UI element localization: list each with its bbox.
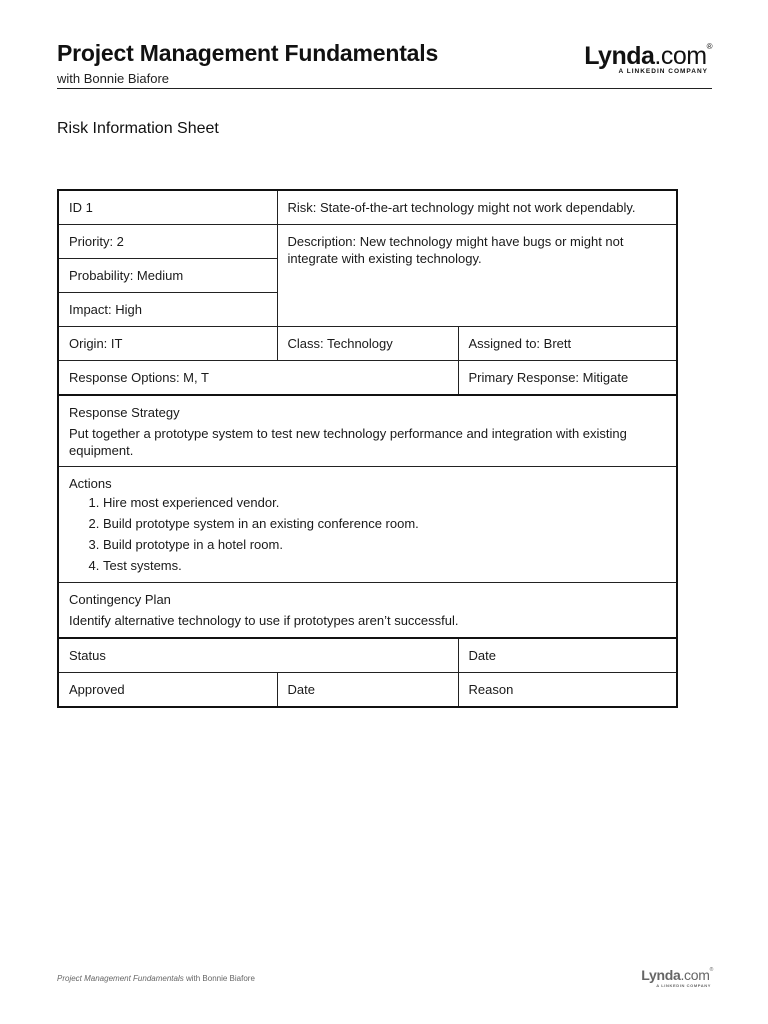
table-row	[58, 638, 677, 673]
primary-response-cell: Primary Response: Mitigate	[458, 361, 677, 396]
table-row	[58, 395, 677, 467]
footer-logo-word: Lynda	[641, 967, 681, 983]
footer-course-title: Project Management Fundamentals	[57, 974, 184, 983]
logo-word: Lynda	[584, 42, 655, 70]
sheet-title: Risk Information Sheet	[57, 120, 219, 137]
class-cell: Class: Technology	[277, 327, 458, 361]
origin-cell: Origin: IT	[58, 327, 277, 361]
risk-statement-cell: Risk: State-of-the-art technology might not work dependably.	[277, 190, 677, 225]
page-footer	[57, 974, 255, 983]
status-cell: Status	[58, 638, 458, 673]
response-strategy-text: Put together a prototype system to test new technology performance and integration with existing equipment.	[69, 426, 627, 458]
response-strategy-label: Response Strategy	[69, 405, 180, 420]
footer-logo-dotcom: .com	[680, 967, 710, 983]
course-subtitle: with Bonnie Biafore	[57, 71, 170, 86]
list-item: 4. Test systems.	[103, 557, 666, 574]
reason-cell: Reason	[458, 673, 677, 708]
footer-logo-wordmark	[641, 967, 713, 983]
approved-cell: Approved	[58, 673, 277, 708]
assigned-to-cell: Assigned to: Brett	[458, 327, 677, 361]
list-item: 2. Build prototype system in an existing conference room.	[103, 515, 666, 532]
status-date-cell: Date	[458, 638, 677, 673]
footer-logo-tagline: A LINKEDIN COMPANY	[656, 983, 711, 988]
actions-label: Actions	[69, 476, 112, 491]
logo-registered-mark: ®	[706, 42, 712, 51]
logo-tagline: A LINKEDIN COMPANY	[618, 68, 708, 75]
table-row	[58, 673, 677, 708]
page-header	[57, 40, 712, 89]
contingency-plan-cell	[58, 583, 677, 639]
description-cell: Description: New technology might have bugs or might not integrate with existing technology.	[277, 225, 677, 327]
approved-date-cell: Date	[277, 673, 458, 708]
risk-id-cell: ID 1	[58, 190, 277, 225]
lynda-logo	[572, 42, 712, 76]
actions-cell	[58, 467, 677, 583]
course-title: Project Management Fundamentals	[57, 40, 439, 66]
table-row	[58, 327, 677, 361]
contingency-plan-label: Contingency Plan	[69, 592, 171, 607]
table-row	[58, 225, 677, 259]
actions-list	[69, 494, 666, 574]
priority-cell: Priority: 2	[58, 225, 277, 259]
table-row	[58, 190, 677, 225]
footer-lynda-logo	[633, 967, 713, 989]
list-item: 3. Build prototype in a hotel room.	[103, 536, 666, 553]
list-item: 1. Hire most experienced vendor.	[103, 494, 666, 511]
response-strategy-cell	[58, 395, 677, 467]
response-options-cell: Response Options: M, T	[58, 361, 458, 396]
table-row	[58, 361, 677, 396]
table-row	[58, 467, 677, 583]
table-row	[58, 583, 677, 639]
logo-dotcom: .com	[654, 42, 707, 70]
impact-cell: Impact: High	[58, 293, 277, 327]
risk-information-table	[57, 189, 678, 708]
contingency-plan-text: Identify alternative technology to use if prototypes aren’t successful.	[69, 613, 459, 628]
probability-cell: Probability: Medium	[58, 259, 277, 293]
logo-wordmark	[584, 42, 712, 71]
footer-author: with Bonnie Biafore	[183, 974, 255, 983]
footer-logo-registered-mark: ®	[709, 967, 713, 973]
